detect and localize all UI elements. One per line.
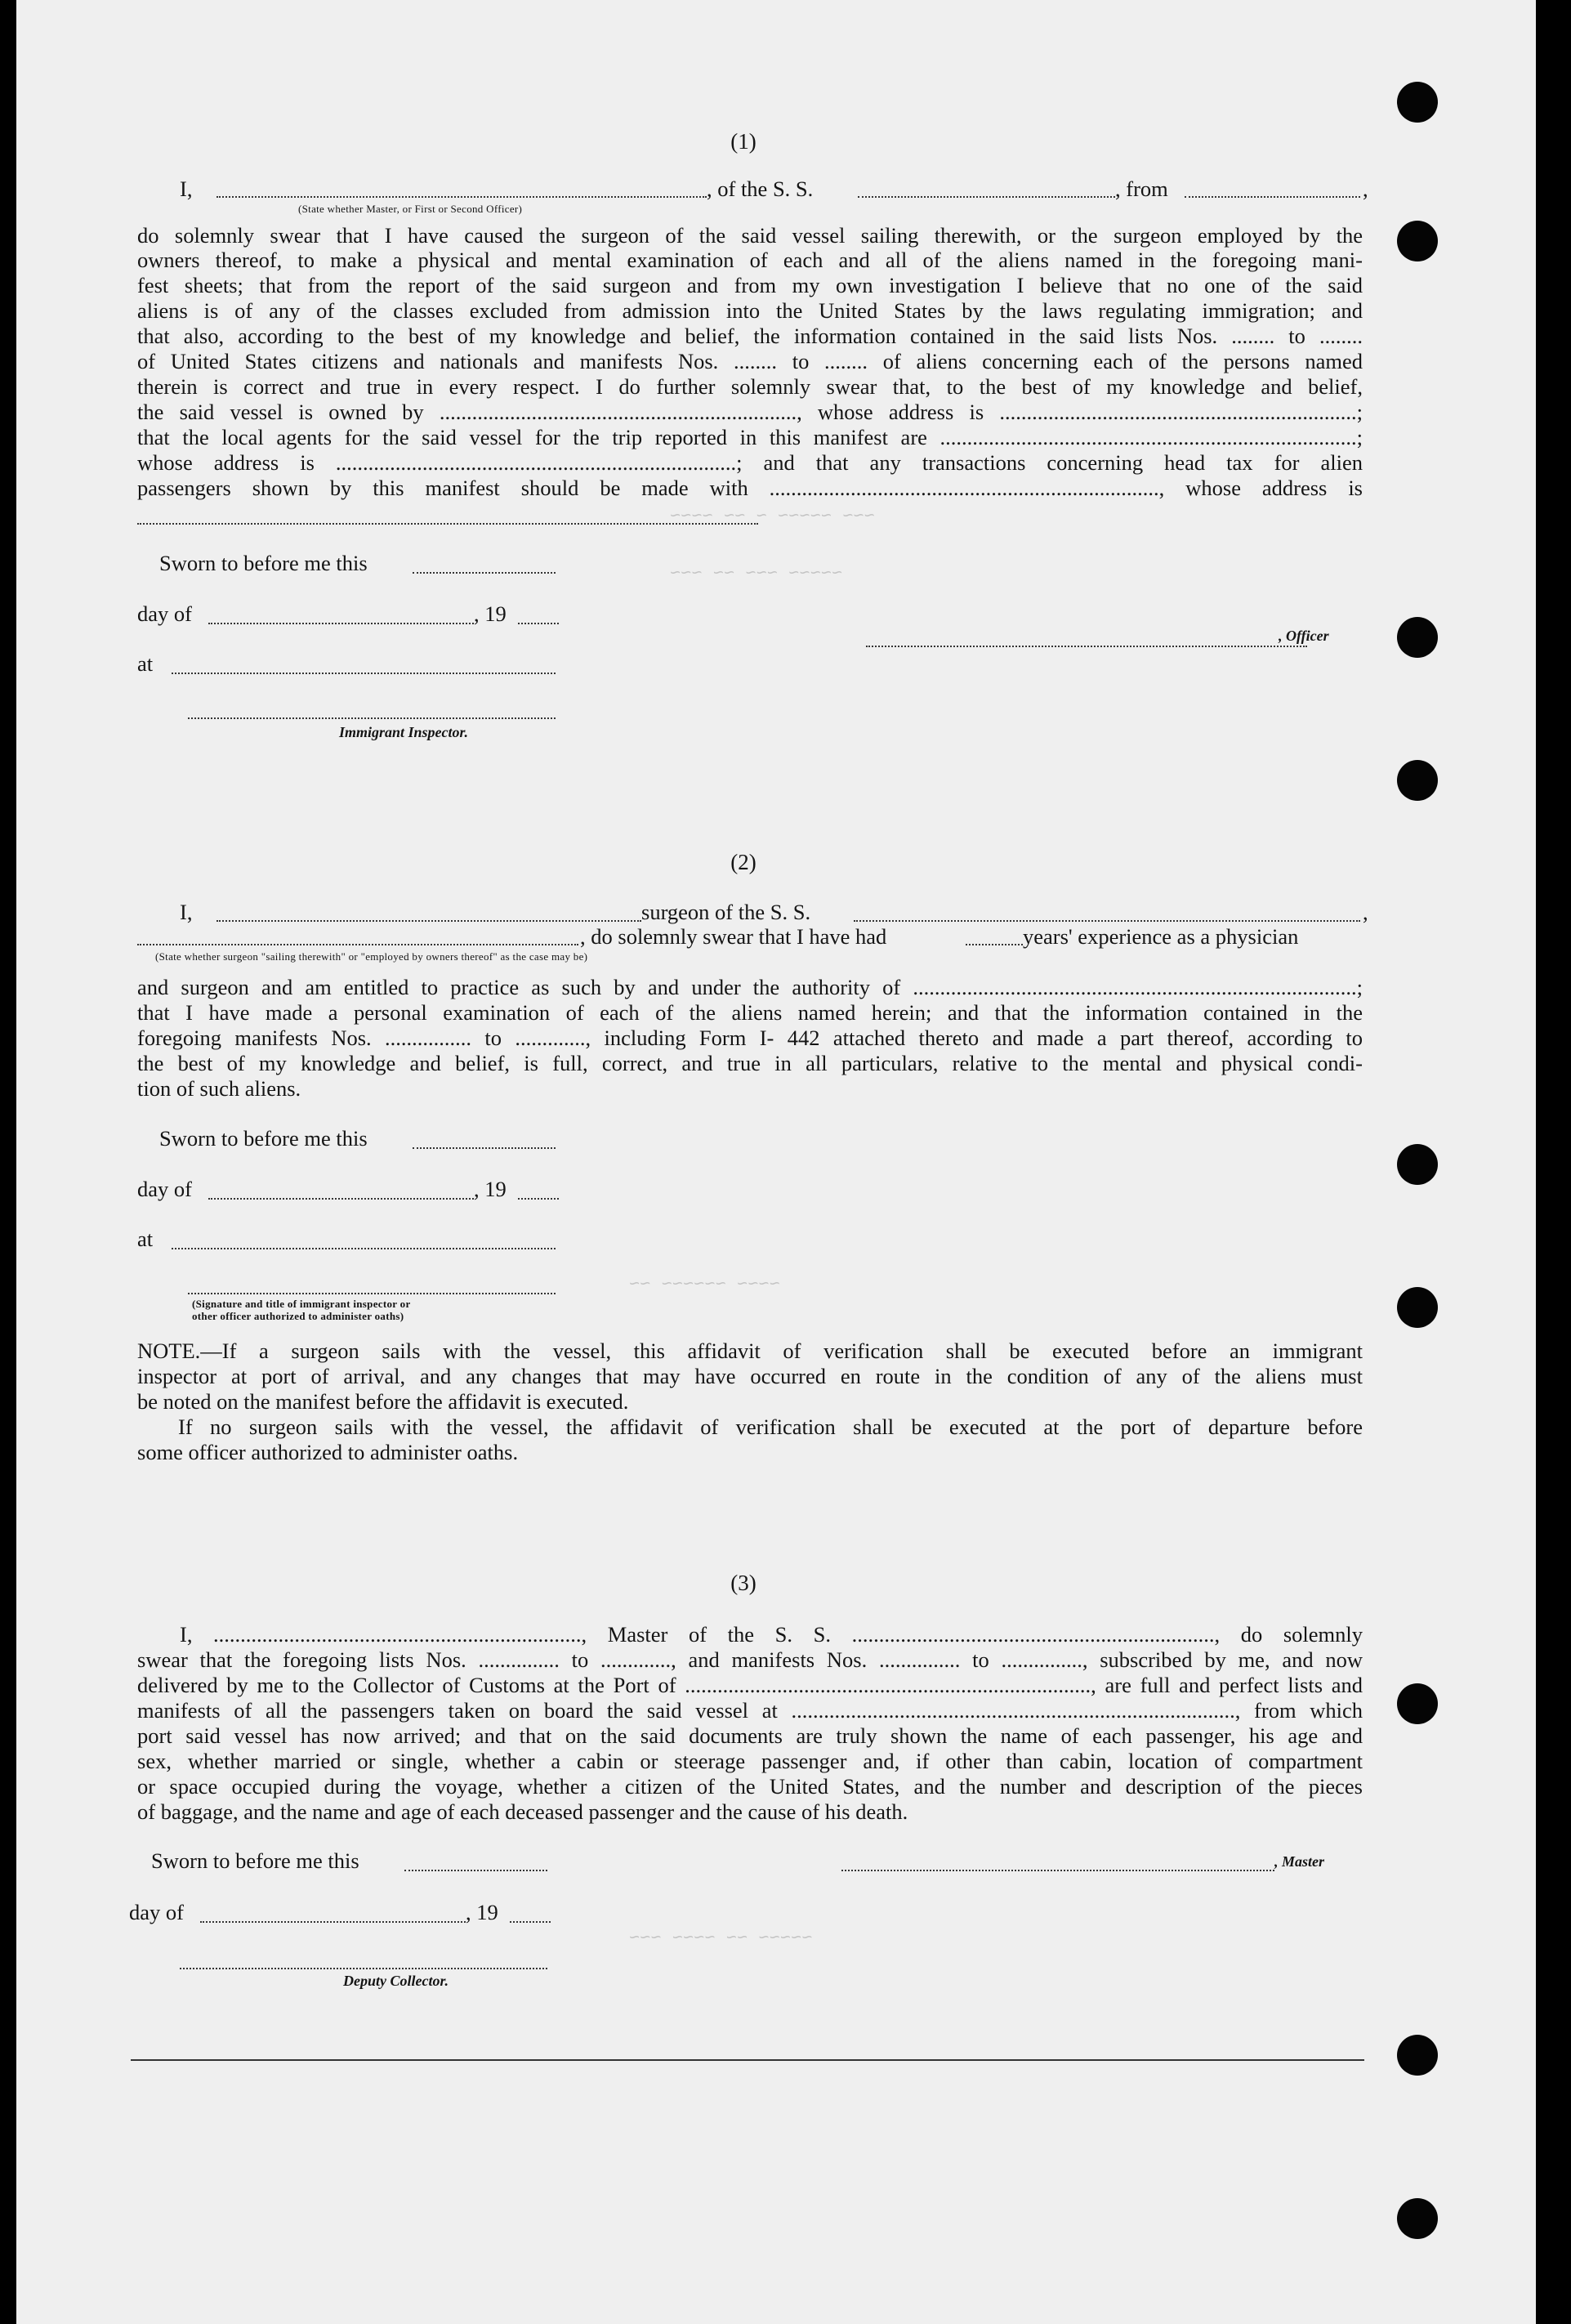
section-1-line-1	[180, 177, 192, 202]
s1-body-line: owners thereof, to make a physical and mental examination of each and all of the aliens named in the foregoing mani-	[137, 248, 1363, 272]
surgeon-of-ss-label: surgeon of the S. S.	[641, 900, 811, 924]
s2-vessel-field[interactable]	[854, 920, 1360, 922]
s1-day-field[interactable]	[208, 623, 474, 624]
punch-hole-icon	[1397, 1287, 1438, 1328]
section-2-number: (2)	[730, 850, 756, 874]
s2-at-field[interactable]	[172, 1248, 556, 1249]
s2-year-field[interactable]	[518, 1198, 559, 1200]
officer-note: (State whether Master, or First or Second Officer)	[298, 203, 523, 215]
inspector-signature-field[interactable]	[188, 717, 556, 719]
s1-body-line: of United States citizens and nationals and manifests Nos. ........ to ........ of aliens concerning each of the persons named	[137, 349, 1363, 373]
bleed-through-mark: ~~~ ~~~~~ ~ ~~ ~~~~	[670, 507, 875, 527]
s2-signature-field[interactable]	[188, 1293, 556, 1294]
note-paragraph-line: be noted on the manifest before the affidavit is executed.	[137, 1389, 629, 1414]
s1-sworn-label: Sworn to before me this	[159, 551, 368, 575]
s2-day-field[interactable]	[208, 1198, 474, 1200]
s3-body-line: manifests of all the passengers taken on board the said vessel at .................................................................................., from which	[137, 1698, 1363, 1723]
s3-body-line: I, ...................................................................., Master of the S. S. ..................................................................., do solemnly	[180, 1622, 1363, 1647]
s3-day-field[interactable]	[200, 1921, 466, 1923]
master-intro: I,	[180, 177, 193, 201]
note-paragraph-line: inspector at port of arrival, and any changes that may have occurred en route in the condition of any of the aliens must	[137, 1364, 1363, 1388]
signature-note-line: other officer authorized to administer oaths)	[192, 1310, 404, 1322]
bottom-rule	[131, 2059, 1364, 2061]
officer-label: , Officer	[1279, 628, 1329, 644]
punch-hole-icon	[1397, 617, 1438, 658]
s2-sworn-label: Sworn to before me this	[159, 1126, 368, 1151]
s2-swear-label: , do solemnly swear that I have had	[580, 924, 887, 949]
s1-year-field[interactable]	[518, 623, 559, 624]
s1-body-line: that the local agents for the said vessel for the trip reported in this manifest are .............................................................................;	[137, 425, 1363, 449]
signature-note-line: (Signature and title of immigrant inspector or	[192, 1298, 411, 1310]
s3-body-line: of baggage, and the name and age of each deceased passenger and the cause of his death.	[137, 1799, 908, 1824]
s2-year-label: , 19	[474, 1177, 507, 1201]
s2-i-label: I,	[180, 900, 193, 924]
s3-sworn-date-field[interactable]	[404, 1870, 547, 1871]
immigrant-inspector-label: Immigrant Inspector.	[339, 724, 469, 740]
line-end-comma: ,	[1363, 177, 1368, 201]
s2-sworn-date-field[interactable]	[413, 1147, 556, 1149]
bleed-through-mark: ~~~~ ~~~~~~ ~~	[629, 1275, 780, 1295]
s1-day-label: day of	[137, 601, 192, 626]
punch-hole-icon	[1397, 1144, 1438, 1185]
s3-body-line: delivered by me to the Collector of Customs at the Port of ..........................................................................., are full and perfect lists and	[137, 1673, 1363, 1697]
s1-body-line: that also, according to the best of my knowledge and belief, the information contained in the said lists Nos. ........ to ........	[137, 324, 1363, 348]
s2-body-line: that I have made a personal examination of each of the aliens named herein; and that the information contained in the	[137, 1000, 1363, 1025]
s1-at-field[interactable]	[172, 673, 556, 674]
s3-body-line: or space occupied during the voyage, whether a citizen of the United States, and the number and description of the pieces	[137, 1774, 1363, 1799]
s1-body-line: whose address is ..........................................................................; and that any transactions concerning head tax for alien	[137, 450, 1363, 475]
s3-body-line: sex, whether married or single, whether a cabin or steerage passenger and, if other than cabin, location of compartment	[137, 1749, 1363, 1773]
punch-hole-icon	[1397, 221, 1438, 261]
surgeon-status-field[interactable]	[137, 944, 578, 945]
note-paragraph-line: some officer authorized to administer oaths.	[137, 1440, 519, 1464]
s1-body-line: aliens is of any of the classes excluded from admission into the United States by the laws regulating immigration; and	[137, 298, 1363, 323]
s1-body-line: the said vessel is owned by .................................................................., whose address is ..................................................................;	[137, 400, 1363, 424]
s2-body-line: foregoing manifests Nos. ................ to ............., including Form I- 442 attached thereto and made a part thereof, according to	[137, 1026, 1363, 1050]
s2-body-line: and surgeon and am entitled to practice as such by and under the authority of ..................................................................................;	[137, 975, 1363, 999]
master-name-field[interactable]	[216, 196, 707, 198]
s2-at-label: at	[137, 1227, 154, 1251]
vessel-name-field[interactable]	[858, 196, 1115, 198]
punch-hole-icon	[1397, 1683, 1438, 1724]
s1-body-line: passengers shown by this manifest should be made with ........................................................................, whose address is	[137, 476, 1363, 500]
s1-body-line: do solemnly swear that I have caused the surgeon of the said vessel sailing therewith, or the surgeon employed by the	[137, 223, 1363, 248]
from-label: , from	[1115, 177, 1168, 201]
officer-signature-field[interactable]	[866, 646, 1307, 647]
punch-hole-icon	[1397, 82, 1438, 123]
s1-at-label: at	[137, 651, 154, 676]
section-3-number: (3)	[730, 1571, 756, 1595]
s1-body-line: fest sheets; that from the report of the said surgeon and from my own investigation I believe that no one of the said	[137, 273, 1363, 297]
deputy-collector-label: Deputy Collector.	[343, 1973, 449, 1989]
punch-hole-icon	[1397, 2198, 1438, 2239]
of-the-ss-label: , of the S. S.	[707, 177, 814, 201]
s3-day-label: day of	[129, 1900, 184, 1924]
s3-body-line: port said vessel has now arrived; and that on the said documents are truly shown the name of each passenger, his age and	[137, 1723, 1363, 1748]
bleed-through-mark: ~~~~~ ~~ ~~~~ ~~~	[629, 1928, 813, 1949]
s2-day-label: day of	[137, 1177, 192, 1201]
line-end-comma: ,	[1363, 900, 1368, 924]
collector-signature-field[interactable]	[180, 1968, 547, 1969]
s2-physician-label: years' experience as a physician	[1023, 924, 1299, 949]
manifest-page	[16, 0, 1536, 2324]
note-paragraph-line: NOTE.—If a surgeon sails with the vessel, this affidavit of verification shall be executed before an immigrant	[137, 1339, 1363, 1363]
port-from-field[interactable]	[1185, 196, 1360, 198]
master-label: , Master	[1274, 1853, 1325, 1870]
note-label: NOTE.	[137, 1339, 201, 1363]
surgeon-name-field[interactable]	[216, 920, 641, 922]
bleed-through-mark: ~~~~~ ~~~ ~~ ~~~	[670, 564, 843, 584]
surgeon-status-note: (State whether surgeon "sailing therewith" or "employed by owners thereof" as the case may be)	[155, 950, 588, 963]
s1-body-line: therein is correct and true in every respect. I do further solemnly swear that, to the best of my knowledge and belief,	[137, 374, 1363, 399]
master-signature-field[interactable]	[841, 1870, 1274, 1871]
s2-body-line: the best of my knowledge and belief, is full, correct, and true in all particulars, relative to the mental and physical condi-	[137, 1051, 1363, 1075]
s3-year-field[interactable]	[510, 1921, 551, 1923]
s3-year-label: , 19	[466, 1900, 498, 1924]
s2-body-line: tion of such aliens.	[137, 1076, 301, 1101]
years-experience-field[interactable]	[966, 944, 1023, 945]
punch-hole-icon	[1397, 2035, 1438, 2076]
punch-hole-icon	[1397, 760, 1438, 801]
note-paragraph-line: If no surgeon sails with the vessel, the affidavit of verification shall be executed at the port of departure before	[178, 1415, 1363, 1439]
section-1-number: (1)	[730, 129, 756, 154]
s1-sworn-date-field[interactable]	[413, 572, 556, 574]
s3-body-line: swear that the foregoing lists Nos. ............... to ............., and manifests Nos. ............... to ..............., subscribed by me, and now	[137, 1647, 1363, 1672]
s3-sworn-label: Sworn to before me this	[151, 1848, 359, 1873]
agent-address-field[interactable]	[137, 523, 758, 525]
s1-year-label: , 19	[474, 601, 507, 626]
